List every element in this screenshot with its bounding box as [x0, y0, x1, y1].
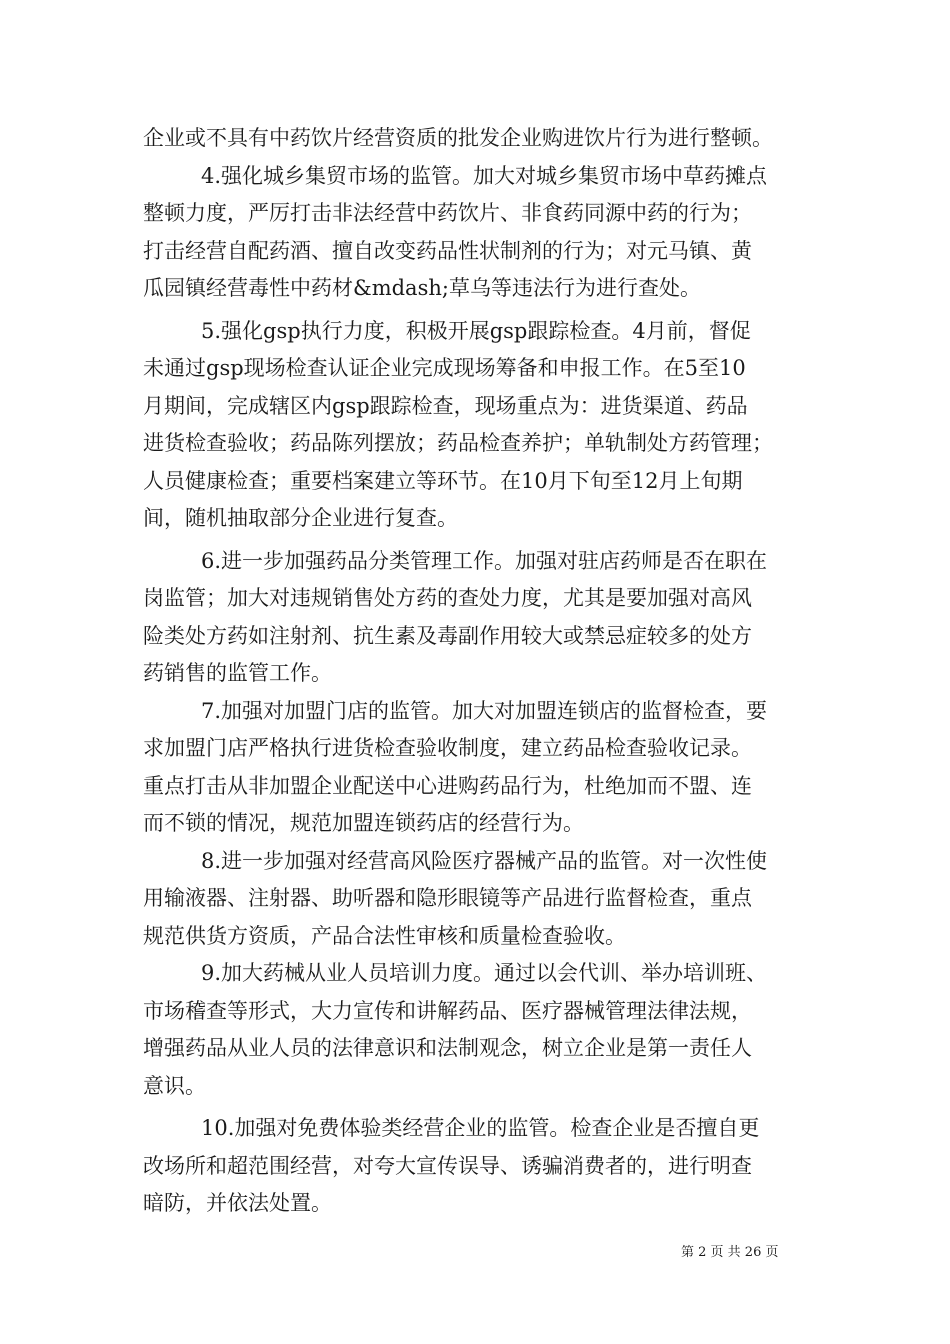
text-line: 意识。	[143, 1073, 206, 1098]
text-line: 瓜园镇经营毒性中药材&mdash;草乌等违法行为进行查处。	[143, 276, 701, 300]
text-line: 药销售的监管工作。	[143, 661, 332, 685]
paragraph-4-start: 4.强化城乡集贸市场的监管。加大对城乡集贸市场中草药摊点	[201, 163, 768, 188]
text-line: 整顿力度，严厉打击非法经营中药饮片、非食药同源中药的行为；	[143, 201, 752, 225]
page-number: 第 2 页 共 26 页	[681, 1245, 779, 1260]
text-line: 改场所和超范围经营，对夸大宣传误导、诱骗消费者的，进行明查	[143, 1153, 752, 1178]
text-line: 打击经营自配药酒、擅自改变药品性状制剂的行为；对元马镇、黄	[143, 238, 752, 263]
text-line: 间，随机抽取部分企业进行复查。	[143, 506, 458, 530]
text-line: 月期间，完成辖区内gsp跟踪检查，现场重点为：进货渠道、药品	[143, 393, 748, 418]
text-line: 市场稽查等形式，大力宣传和讲解药品、医疗器械管理法律法规，	[143, 998, 752, 1023]
paragraph-8-start: 8.进一步加强对经营高风险医疗器械产品的监管。对一次性使	[201, 848, 768, 873]
paragraph-9-start: 9.加大药械从业人员培训力度。通过以会代训、举办培训班、	[201, 961, 768, 985]
text-line: 进货检查验收；药品陈列摆放；药品检查养护；单轨制处方药管理；	[143, 431, 773, 455]
document-body	[143, 120, 809, 1223]
text-line: 重点打击从非加盟企业配送中心进购药品行为，杜绝加而不盟、连	[143, 773, 752, 798]
text-line: 暗防，并依法处置。	[143, 1191, 332, 1215]
text-line: 人员健康检查；重要档案建立等环节。在10月下旬至12月上旬期	[143, 468, 743, 493]
text-line: 险类处方药如注射剂、抗生素及毒副作用较大或禁忌症较多的处方	[143, 623, 752, 648]
paragraph-7-start: 7.加强对加盟门店的监管。加大对加盟连锁店的监督检查，要	[201, 698, 768, 723]
text-line: 而不锁的情况，规范加盟连锁药店的经营行为。	[143, 811, 584, 835]
paragraph-5-start: 5.强化gsp执行力度，积极开展gsp跟踪检查。4月前，督促	[201, 318, 751, 343]
text-line: 求加盟门店严格执行进货检查验收制度，建立药品检查验收记录。	[143, 736, 752, 760]
text-line: 规范供货方资质，产品合法性审核和质量检查验收。	[143, 923, 626, 948]
paragraph-6-start: 6.进一步加强药品分类管理工作。加强对驻店药师是否在职在	[201, 548, 768, 573]
text-line: 未通过gsp现场检查认证企业完成现场筹备和申报工作。在5至10	[143, 356, 746, 380]
text-line: 增强药品从业人员的法律意识和法制观念，树立企业是第一责任人	[143, 1036, 752, 1060]
text-line: 用输液器、注射器、助听器和隐形眼镜等产品进行监督检查，重点	[143, 886, 752, 910]
text-line: 企业或不具有中药饮片经营资质的批发企业购进饮片行为进行整顿。	[143, 126, 773, 150]
text-line: 岗监管；加大对违规销售处方药的查处力度，尤其是要加强对高风	[143, 586, 752, 610]
paragraph-10-start: 10.加强对免费体验类经营企业的监管。检查企业是否擅自更	[201, 1116, 760, 1140]
